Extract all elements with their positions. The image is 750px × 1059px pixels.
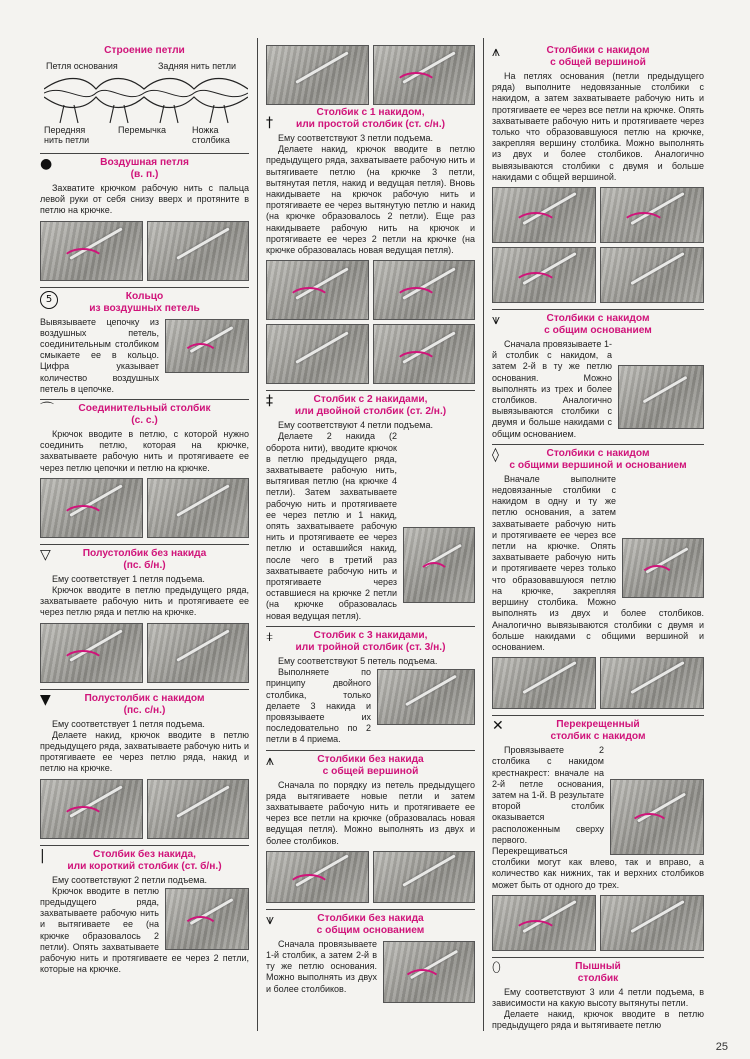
label-back-thread: Задняя нить петли xyxy=(158,61,237,71)
step-photo xyxy=(600,895,704,951)
section-title: Столбики с накидом с общими вершиной и основанием xyxy=(509,447,687,471)
step-photo xyxy=(40,221,143,281)
step-photo xyxy=(266,45,369,105)
sc-symbol-icon: | xyxy=(40,847,45,864)
section-dc-common-base xyxy=(492,310,704,445)
section-text: Ему соответствуют 2 петли подъема. xyxy=(52,874,207,885)
step-photo xyxy=(147,221,250,281)
section-ring xyxy=(40,288,249,400)
photo-row xyxy=(266,851,475,903)
section-dc-common-both xyxy=(492,445,704,716)
hdc-symbol-icon: ▼ xyxy=(40,691,51,708)
section-chain-stitch xyxy=(40,154,249,288)
sc-common-base-symbol-icon: ⩛ xyxy=(266,911,274,928)
section-text: Делаете накид, крючок вводите в петлю предыдущего ряда и вытягиваете петлю xyxy=(492,1009,704,1031)
section-double-treble xyxy=(266,627,475,751)
column-left xyxy=(34,38,258,1031)
ring-symbol-icon: 5 xyxy=(40,291,58,309)
section-text: Вывязываете цепочку из воздушных петель, соединительным столбиком смыкаете ее в кольцо. Цифра указывает количество воздушных петель в цепочке. xyxy=(40,316,159,394)
section-title: Столбик с 1 накидом, или простой столбик (ст. с/н.) xyxy=(295,107,446,130)
section-text: Ему соответствуют 4 петли подъема. xyxy=(278,420,433,431)
section-title: Соединительный столбик (с. с.) xyxy=(78,403,211,427)
step-photo xyxy=(403,527,475,603)
step-photo xyxy=(40,478,143,538)
section-text: Провязываете 2 столбика с накидом крестнакрест: вначале на 2-й петле основания, затем на 1-й. В результате второй столбик оказывается расположенным сверху первого. Перекрещиваться столбики могут как влево, так и вправо, а количество как нижних, так и верхних столбиков может быть от одного до трех. xyxy=(492,745,704,890)
photo-row xyxy=(266,260,475,320)
step-photo xyxy=(165,888,249,950)
step-photo xyxy=(373,45,476,105)
step-photo xyxy=(610,779,704,855)
section-half-stitch-no-yarn xyxy=(40,545,249,690)
step-photo xyxy=(147,623,250,683)
section-text: Ему соответствует 1 петля подъема. xyxy=(52,573,205,584)
step-photo xyxy=(373,324,476,384)
step-photo xyxy=(266,851,369,903)
section-text: Вначале выполните недовязанные столбики с накидом в одну и ту же петлю основания, а затем захватываете рабочую нить и протягиваете ее через все петли на крючке. Опять захватываете рабочую нить и протягиваете через только что образовавшуюся петлю на крючке, закрепляя вершину столбика. Можно выполнять из двух и более столбиков. Аналогично вывязываются столбики с двумя и больше накидами с общими вершиной и основанием. xyxy=(492,473,704,652)
section-title: Столбик без накида, или короткий столбик (ст. б/н.) xyxy=(67,848,222,872)
section-sc-common-top xyxy=(266,751,475,910)
step-photo xyxy=(266,324,369,384)
section-text: Ему соответствуют 3 или 4 петли подъема, в зависимости на какую высоту вытянуты петли. xyxy=(492,986,704,1008)
section-title: Полустолбик с накидом (пс. с/н.) xyxy=(84,692,205,716)
photo-row xyxy=(492,895,704,951)
step-photo xyxy=(147,478,250,538)
section-text: Ему соответствуют 5 петель подъема. xyxy=(278,655,438,666)
section-title: Строение петли xyxy=(104,45,185,56)
section-single-crochet xyxy=(40,846,249,980)
photo-row xyxy=(492,187,704,243)
photo-row xyxy=(40,221,249,281)
column-right xyxy=(486,38,712,1031)
section-title: Столбик с 3 накидами, или тройной столбик (ст. 3/н.) xyxy=(295,629,446,653)
tr-symbol-icon: ‡ xyxy=(266,393,273,410)
page-number: 25 xyxy=(715,1041,728,1053)
section-text: Сначала провязываете 1-й столбик, а затем 2-й в ту же петлю основания. Можно выполнять из двух и более столбиков. xyxy=(266,938,377,994)
photo-row xyxy=(492,247,704,303)
section-text: Крючок вводите в петлю предыдущего ряда, захватываете рабочую нить и вытягиваете ее (на крючке образовалось 2 петли). Опять захватываете рабочую нить и протягиваете ее через 2 петли, которые на крючке. xyxy=(40,885,249,975)
step-photo xyxy=(618,365,704,429)
section-double-crochet xyxy=(266,42,475,391)
section-text: Ему соответствует 1 петля подъема. xyxy=(52,718,205,729)
section-title: Столбики с накидом с общим основанием xyxy=(544,313,652,337)
chain-symbol-icon: ● xyxy=(40,156,53,172)
loop-structure-diagram xyxy=(40,59,249,149)
section-title: Воздушная петля (в. п.) xyxy=(100,157,189,180)
step-photo xyxy=(492,657,596,709)
section-crossed-stitch xyxy=(492,716,704,958)
section-text: Делаете 2 накида (2 оборота нити), вводите крючок в петлю предыдущего ряда, захватываете рабочую нить, вытягивая петлю (на крючке 4 петли). Затем захватываете рабочую нить и протягиваете ее через петлю и 1 накид, опять захватываете рабочую нить и протягиваете ее через петлю и оставшийся накид, после чего в третий раз захватываете рабочую нить и протягиваете через оставшиеся на крючке 2 петли (на крючке образовалась новая ведущая петля). xyxy=(266,431,397,621)
sc-common-top-symbol-icon: ⩚ xyxy=(266,752,274,769)
section-text: Сначала провязываете 1-й столбик с накидом, а затем 2-й в ту же петлю основания. Можно выполнять из трех и более столбиков. Аналогично вывязываются столбики с двумя и больше накидами с общим основанием. xyxy=(492,339,612,439)
section-text: Делаете накид, крючок вводите в петлю предыдущего ряда, захватываете рабочую нить и протягиваете ее через петлю ряда, накид и петлю на крючке. xyxy=(40,729,249,774)
step-photo xyxy=(165,319,249,373)
label-front-thread: Передняя нить петли xyxy=(44,125,90,145)
section-treble-crochet xyxy=(266,391,475,627)
section-title: Столбик с 2 накидами, или двойной столбик (ст. 2/н.) xyxy=(294,394,447,418)
section-text: Делаете накид, крючок вводите в петлю предыдущего ряда, захватываете рабочую нить и вытягиваете петлю (на крючке 3 петли, вытянутая петля, накид и ведущая петля). Вновь накидываете на крючок рабочую нить и протягиваете ее через вытянутую петлю и накид (на крючке образовалось 2 петли). Еще раз накидываете рабочую нить на крючок и протягиваете ее через 2 петли на крючке (на крючке образовалась новая ведущая петля). xyxy=(266,144,475,256)
section-text: Крючок вводите в петлю предыдущего ряда, захватываете рабочую нить и протягиваете ее через петлю ряда и петлю на крючке. xyxy=(40,585,249,618)
loop-chain-illustration xyxy=(44,75,248,125)
slip-symbol-icon: ⌒ xyxy=(40,402,54,419)
label-leg: Ножка столбика xyxy=(192,125,230,145)
section-half-double xyxy=(40,690,249,846)
dtr-symbol-icon: ⧧ xyxy=(266,628,274,645)
photo-row xyxy=(40,779,249,839)
step-photo xyxy=(492,895,596,951)
step-photo xyxy=(40,779,143,839)
step-photo xyxy=(492,247,596,303)
step-photo xyxy=(377,669,475,725)
section-text: Захватите крючком рабочую нить с пальца левой руки от себя снизу вверх и протяните в петлю на крючке. xyxy=(40,183,249,216)
section-slip-stitch xyxy=(40,400,249,545)
section-text: Крючок вводите в петлю, с которой нужно соединить петлю, которая на крючке, захватываете рабочую нить и протягиваете ее через петлю цепочки и петлю на крючке. xyxy=(40,429,249,473)
section-title: Полустолбик без накида (пс. б/н.) xyxy=(82,547,207,571)
step-photo xyxy=(147,779,250,839)
step-photo xyxy=(373,260,476,320)
step-photo xyxy=(600,247,704,303)
step-photo xyxy=(492,187,596,243)
step-photo xyxy=(266,260,369,320)
step-photo xyxy=(383,941,475,1003)
step-photo xyxy=(373,851,476,903)
step-photo xyxy=(622,538,704,598)
step-photo xyxy=(600,187,704,243)
dc-common-top-symbol-icon: ⩚ xyxy=(492,44,500,60)
section-title: Кольцо из воздушных петель xyxy=(89,290,200,314)
dc-common-base-symbol-icon: ⩛ xyxy=(492,312,500,329)
puff-symbol-icon: ⬯ xyxy=(492,959,501,976)
crossed-symbol-icon: ✕ xyxy=(492,718,504,735)
photo-row xyxy=(40,478,249,538)
section-title: Столбики без накида с общим основанием xyxy=(316,912,425,936)
step-photo xyxy=(40,623,143,683)
label-bridge: Перемычка xyxy=(118,125,166,135)
section-loop-structure xyxy=(40,42,249,154)
photo-row xyxy=(266,324,475,384)
hsc-symbol-icon: ▽ xyxy=(40,546,51,563)
section-title: Столбики без накида с общей вершиной xyxy=(317,753,424,777)
section-title: Перекрещенный столбик с накидом xyxy=(550,719,646,743)
dc-common-both-symbol-icon: ◊ xyxy=(492,446,499,463)
section-text: Сначала по порядку из петель предыдущего ряда вытягиваете новые петли и затем захватываете рабочую нить и протягиваете ее через все петли на крючке (образовалась новая ведущая петля). Можно выполнять из двух и более столбиков. xyxy=(266,779,475,846)
photo-row xyxy=(40,623,249,683)
section-text: Ему соответствуют 3 петли подъема. xyxy=(278,133,433,143)
section-text: Выполняете по принципу двойного столбика, только делаете 3 накида и провязываете их последовательно по 2 петли в 4 приема. xyxy=(266,667,371,745)
section-title: Пышный столбик xyxy=(575,960,621,984)
section-dc-common-top xyxy=(492,42,704,310)
section-puff-stitch xyxy=(492,958,704,1031)
photo-row xyxy=(266,45,475,105)
step-photo xyxy=(600,657,704,709)
label-base-loop: Петля основания xyxy=(46,61,118,71)
section-text: На петлях основания (петли предыдущего ряда) выполните недовязанные столбики с накидом, а затем захватываете рабочую нить и протягиваете ее через все петли на крючке. Опять захватываете рабочую нить и протягиваете через только что образовавшуюся петлю на крючке, закрепляя вершину столбика. Можно выполнять из двух и более столбиков. Аналогично вывязываются столбики с двумя и больше накидами с общей вершиной. xyxy=(492,71,704,182)
dc-symbol-icon: † xyxy=(266,115,273,131)
section-sc-common-base xyxy=(266,910,475,999)
column-middle xyxy=(260,38,484,1031)
photo-row xyxy=(492,657,704,709)
section-title: Столбики с накидом с общей вершиной xyxy=(546,45,650,68)
